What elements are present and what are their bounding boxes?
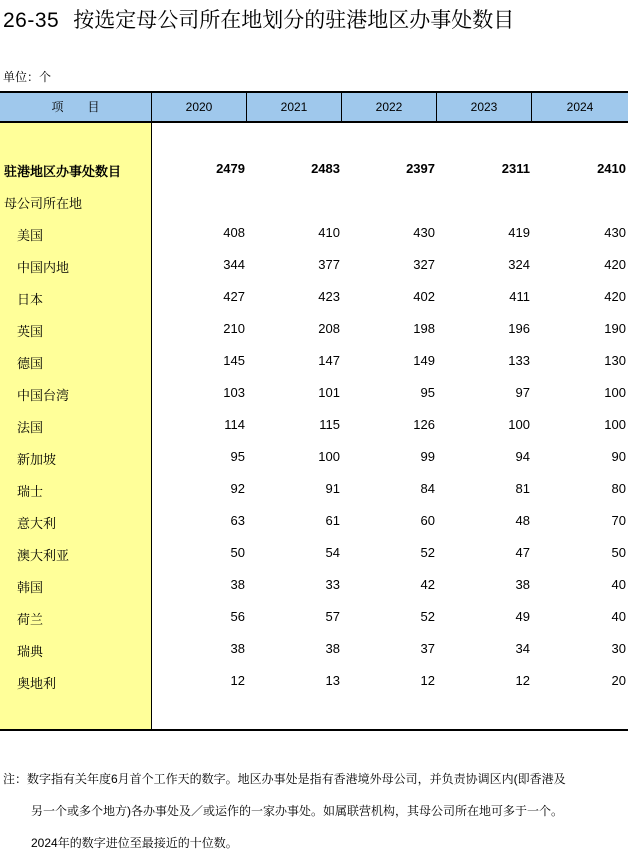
row-label: 英国	[17, 324, 44, 339]
value-cell: 38	[230, 577, 245, 592]
value-cell: 33	[325, 577, 340, 592]
value-cell: 147	[318, 353, 340, 368]
value-cell: 38	[325, 641, 340, 656]
value-cell: 377	[318, 257, 340, 272]
row-label: 荷兰	[17, 612, 44, 627]
table-title: 按选定母公司所在地划分的驻港地区办事处数目	[73, 9, 515, 32]
value-cell: 56	[230, 609, 245, 624]
value-cell: 20	[611, 673, 626, 688]
row-label: 意大利	[17, 516, 57, 531]
table-row	[0, 481, 628, 501]
header-item: 项 目	[0, 93, 152, 121]
row-label: 法国	[17, 420, 44, 435]
value-cell: 47	[515, 545, 530, 560]
table-code: 26-35	[3, 9, 60, 32]
table-row	[0, 257, 628, 277]
value-cell: 2311	[501, 161, 530, 176]
row-label: 韩国	[17, 580, 44, 595]
row-label: 新加坡	[17, 452, 57, 467]
value-cell: 100	[318, 449, 340, 464]
value-cell: 40	[611, 609, 626, 624]
value-cell: 130	[604, 353, 626, 368]
value-cell: 38	[515, 577, 530, 592]
table-row	[0, 321, 628, 341]
value-cell: 40	[611, 577, 626, 592]
value-cell: 196	[508, 321, 530, 336]
note-line-1: 注：数字指有关年度6月首个工作天的数字。地区办事处是指有香港境外母公司，并负责协调区内(即香港及	[3, 772, 566, 786]
value-cell: 70	[611, 513, 626, 528]
value-cell: 12	[420, 673, 435, 688]
value-cell: 198	[413, 321, 435, 336]
value-cell: 190	[604, 321, 626, 336]
header-year-2020: 2020	[152, 93, 247, 121]
row-label: 驻港地区办事处数目	[4, 164, 122, 179]
page-title	[3, 4, 514, 34]
value-cell: 52	[420, 609, 435, 624]
value-cell: 42	[420, 577, 435, 592]
row-label: 澳大利亚	[17, 548, 70, 563]
value-cell: 420	[604, 257, 626, 272]
table-row	[0, 417, 628, 437]
unit-label: 单位：个	[3, 70, 52, 84]
value-cell: 50	[611, 545, 626, 560]
value-cell: 2410	[597, 161, 626, 176]
value-cell: 30	[611, 641, 626, 656]
table-row	[0, 673, 628, 693]
table-row	[0, 545, 628, 565]
row-label: 德国	[17, 356, 44, 371]
row-label: 日本	[17, 292, 44, 307]
value-cell: 80	[611, 481, 626, 496]
table-bottom-rule	[0, 729, 628, 731]
value-cell: 423	[318, 289, 340, 304]
row-label: 瑞典	[17, 644, 44, 659]
value-cell: 84	[420, 481, 435, 496]
value-cell: 81	[515, 481, 530, 496]
row-label: 中国内地	[17, 260, 70, 275]
value-cell: 344	[223, 257, 245, 272]
value-cell: 100	[508, 417, 530, 432]
value-cell: 48	[515, 513, 530, 528]
value-cell: 60	[420, 513, 435, 528]
table-row	[0, 225, 628, 245]
table-row	[0, 385, 628, 405]
table-row	[0, 513, 628, 533]
value-cell: 12	[515, 673, 530, 688]
value-cell: 420	[604, 289, 626, 304]
note-line-3: 2024年的数字进位至最接近的十位数。	[31, 836, 238, 850]
table-row	[0, 289, 628, 309]
value-cell: 327	[413, 257, 435, 272]
value-cell: 13	[325, 673, 340, 688]
value-cell: 57	[325, 609, 340, 624]
value-cell: 126	[413, 417, 435, 432]
value-cell: 114	[224, 417, 245, 432]
value-cell: 149	[413, 353, 435, 368]
value-cell: 49	[515, 609, 530, 624]
data-table	[0, 91, 628, 729]
table-row	[0, 641, 628, 661]
header-year-2024: 2024	[566, 100, 594, 114]
value-cell: 91	[325, 481, 340, 496]
value-cell: 90	[611, 449, 626, 464]
value-cell: 430	[413, 225, 435, 240]
value-cell: 2479	[216, 161, 245, 176]
value-cell: 63	[230, 513, 245, 528]
value-cell: 210	[223, 321, 245, 336]
value-cell: 411	[509, 289, 530, 304]
row-label: 美国	[17, 228, 44, 243]
table-row	[0, 193, 628, 213]
value-cell: 34	[515, 641, 530, 656]
value-cell: 99	[420, 449, 435, 464]
value-cell: 410	[318, 225, 340, 240]
value-cell: 12	[230, 673, 245, 688]
value-cell: 38	[230, 641, 245, 656]
value-cell: 52	[420, 545, 435, 560]
header-year-2022: 2022	[342, 93, 437, 121]
header-year-2023: 2023	[437, 93, 532, 121]
value-cell: 61	[325, 513, 340, 528]
value-cell: 95	[420, 385, 435, 400]
value-cell: 92	[230, 481, 245, 496]
header-year-2021: 2021	[247, 93, 342, 121]
value-cell: 100	[604, 417, 626, 432]
value-cell: 115	[319, 417, 340, 432]
value-cell: 145	[223, 353, 245, 368]
value-cell: 208	[318, 321, 340, 336]
value-cell: 430	[604, 225, 626, 240]
value-cell: 50	[230, 545, 245, 560]
value-cell: 103	[223, 385, 245, 400]
table-row	[0, 577, 628, 597]
value-cell: 408	[223, 225, 245, 240]
table-header	[0, 91, 628, 123]
value-cell: 133	[508, 353, 530, 368]
value-cell: 97	[515, 385, 530, 400]
table-row	[0, 161, 628, 181]
value-cell: 419	[508, 225, 530, 240]
value-cell: 100	[604, 385, 626, 400]
value-cell: 2397	[406, 161, 435, 176]
row-label: 中国台湾	[17, 388, 70, 403]
value-cell: 37	[420, 641, 435, 656]
table-row	[0, 609, 628, 629]
table-row	[0, 353, 628, 373]
table-row	[0, 449, 628, 469]
value-cell: 2483	[311, 161, 340, 176]
row-label: 瑞士	[17, 484, 44, 499]
row-label: 母公司所在地	[4, 196, 83, 211]
value-cell: 101	[318, 385, 340, 400]
value-cell: 95	[230, 449, 245, 464]
row-label: 奥地利	[17, 676, 57, 691]
value-cell: 54	[325, 545, 340, 560]
value-cell: 94	[515, 449, 530, 464]
value-cell: 324	[508, 257, 530, 272]
value-cell: 427	[223, 289, 245, 304]
value-cell: 402	[413, 289, 435, 304]
note-line-2: 另一个或多个地方)各办事处及／或运作的一家办事处。如属联营机构，其母公司所在地可多于一个。	[31, 804, 564, 818]
